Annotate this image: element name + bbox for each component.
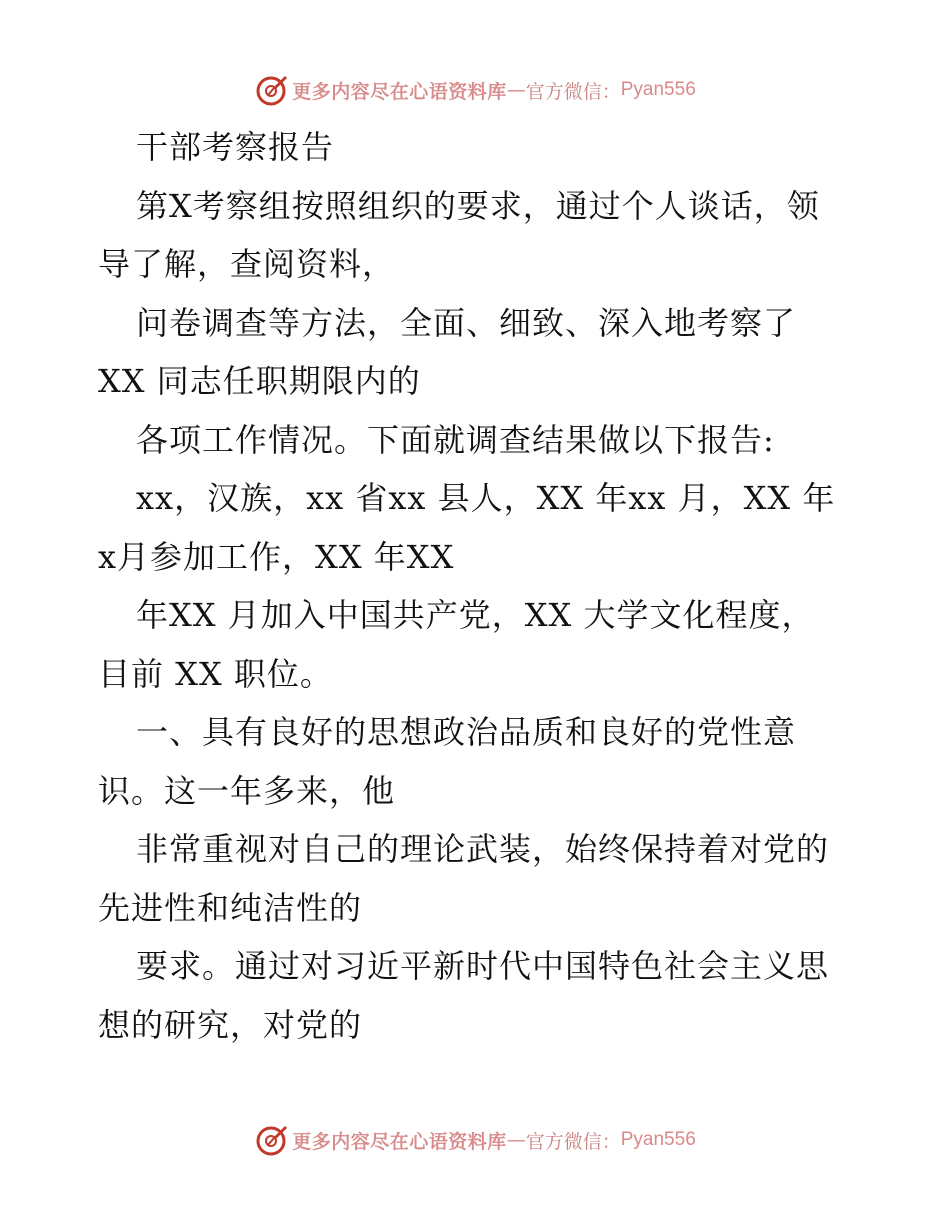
banner-wechat-label: 官方微信：: [525, 1130, 621, 1153]
text-line: 识。这一年多来，他: [98, 771, 396, 810]
text-line: 要求。通过对习近平新时代中国特色社会主义思: [136, 947, 830, 985]
banner-wechat-id: Pyan556: [620, 79, 696, 100]
banner-title: 更多内容尽在心语资料库: [292, 1130, 507, 1153]
text-line: XX 同志任职期限内的: [98, 362, 421, 400]
section-heading: 一、具有良好的思想政治品质和良好的党性意: [136, 713, 797, 751]
text-line: x月参加工作，XX 年XX: [98, 537, 455, 576]
text-line: 先进性和纯洁性的: [98, 888, 363, 927]
footer-banner: [0, 1120, 950, 1160]
text-line: 想的研究，对党的: [98, 1005, 363, 1044]
banner-title: 更多内容尽在心语资料库: [292, 80, 507, 103]
banner-dash: —: [506, 1129, 526, 1151]
text-line: 非常重视对自己的理论武装，始终保持着对党的: [136, 830, 830, 868]
header-banner: [0, 70, 950, 110]
brand-logo-icon: [254, 1123, 288, 1157]
document-title: 干部考察报告: [136, 128, 335, 166]
text-line: 问卷调查等方法，全面、细致、深入地考察了: [136, 303, 797, 342]
text-line: 第X考察组按照组织的要求，通过个人谈话，领: [136, 186, 820, 225]
banner-dash: —: [506, 79, 526, 101]
banner-wechat-id: Pyan556: [620, 1129, 696, 1150]
text-line: 目前 XX 职位。: [98, 654, 333, 693]
banner-wechat-label: 官方微信：: [525, 80, 621, 103]
text-line: xx，汉族，xx 省xx 县人，XX 年xx 月，XX 年: [136, 479, 836, 517]
text-line: 导了解，查阅资料，: [98, 245, 396, 283]
text-line: 各项工作情况。下面就调查结果做以下报告:: [136, 420, 775, 459]
document-body: [98, 118, 858, 1054]
brand-logo-icon: [254, 73, 288, 107]
text-line: 年XX 月加入中国共产党，XX 大学文化程度，: [136, 596, 815, 634]
